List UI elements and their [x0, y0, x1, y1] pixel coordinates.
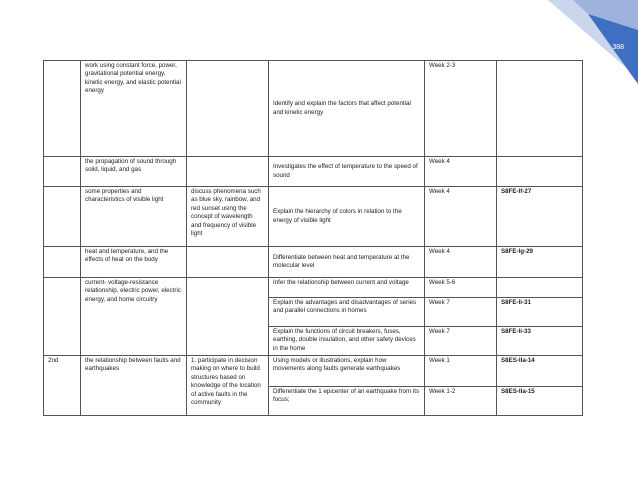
competency-cell: Differentiate between heat and temperature at the molecular level — [269, 247, 425, 278]
table-row — [44, 247, 583, 278]
week-cell: Week 4 — [425, 187, 497, 247]
performance-cell — [187, 157, 269, 187]
week-cell: Week 7 — [425, 298, 497, 327]
week-cell: Week 4 — [425, 247, 497, 278]
content-cell: current- voltage-resistance relationship, electric power, electric energy, and home circuitry — [81, 278, 187, 356]
quarter-cell — [44, 278, 81, 356]
code-cell — [497, 61, 583, 157]
competency-cell: Investigates the effect of temperature to the speed of sound — [269, 157, 425, 187]
week-cell: Week 7 — [425, 327, 497, 356]
week-cell: Week 4 — [425, 157, 497, 187]
table-row — [44, 278, 583, 298]
performance-cell: 1. participate in decision making on where to build structures based on knowledge of the location of active faults in the community — [187, 356, 269, 416]
table-row — [44, 157, 583, 187]
page-number: 388 — [612, 44, 624, 51]
content-cell: the propagation of sound through solid, liquid, and gas — [81, 157, 187, 187]
code-cell — [497, 278, 583, 298]
competency-cell: Explain the functions of circuit breakers, fuses, earthing, double insulation, and other safety devices in the home — [269, 327, 425, 356]
performance-cell — [187, 61, 269, 157]
table-row — [44, 356, 583, 387]
code-cell: S8FE-Ii-33 — [497, 327, 583, 356]
competency-cell: Infer the relationship between current and voltage — [269, 278, 425, 298]
code-cell: S8FE-Ig-29 — [497, 247, 583, 278]
content-cell: heat and temperature, and the effects of heat on the body — [81, 247, 187, 278]
competency-cell: Using models or illustrations, explain how movements along faults generate earthquakes — [269, 356, 425, 387]
content-cell: work using constant force, power, gravitational potential energy, kinetic energy, and elastic potential energy — [81, 61, 187, 157]
quarter-cell — [44, 61, 81, 157]
table-row — [44, 187, 583, 247]
code-cell: S8FE-Ii-31 — [497, 298, 583, 327]
table-row — [44, 61, 583, 157]
curriculum-table — [43, 60, 583, 416]
performance-cell — [187, 247, 269, 278]
content-cell: some properties and characteristics of visible light — [81, 187, 187, 247]
week-cell: Week 2-3 — [425, 61, 497, 157]
week-cell: Week 1-2 — [425, 387, 497, 416]
competency-cell: Differentiate the 1 epicenter of an earthquake from its focus; — [269, 387, 425, 416]
code-cell: S8FE-If-27 — [497, 187, 583, 247]
week-cell: Week 5-6 — [425, 278, 497, 298]
quarter-cell — [44, 187, 81, 247]
quarter-cell: 2nd — [44, 356, 81, 416]
performance-cell — [187, 278, 269, 356]
code-cell — [497, 157, 583, 187]
code-cell: S8ES-IIa-15 — [497, 387, 583, 416]
competency-cell: Identify and explain the factors that affect potential and kinetic energy — [269, 61, 425, 157]
quarter-cell — [44, 157, 81, 187]
competency-cell: Explain the hierarchy of colors in relation to the energy of visible light — [269, 187, 425, 247]
week-cell: Week 1 — [425, 356, 497, 387]
content-cell: the relationship between faults and earthquakes — [81, 356, 187, 416]
performance-cell: discuss phenomena such as blue sky, rainbow, and red sunset using the concept of wavelength and frequency of visible light — [187, 187, 269, 247]
competency-cell: Explain the advantages and disadvantages of series and parallel connections in homes — [269, 298, 425, 327]
code-cell: S8ES-IIa-14 — [497, 356, 583, 387]
quarter-cell — [44, 247, 81, 278]
